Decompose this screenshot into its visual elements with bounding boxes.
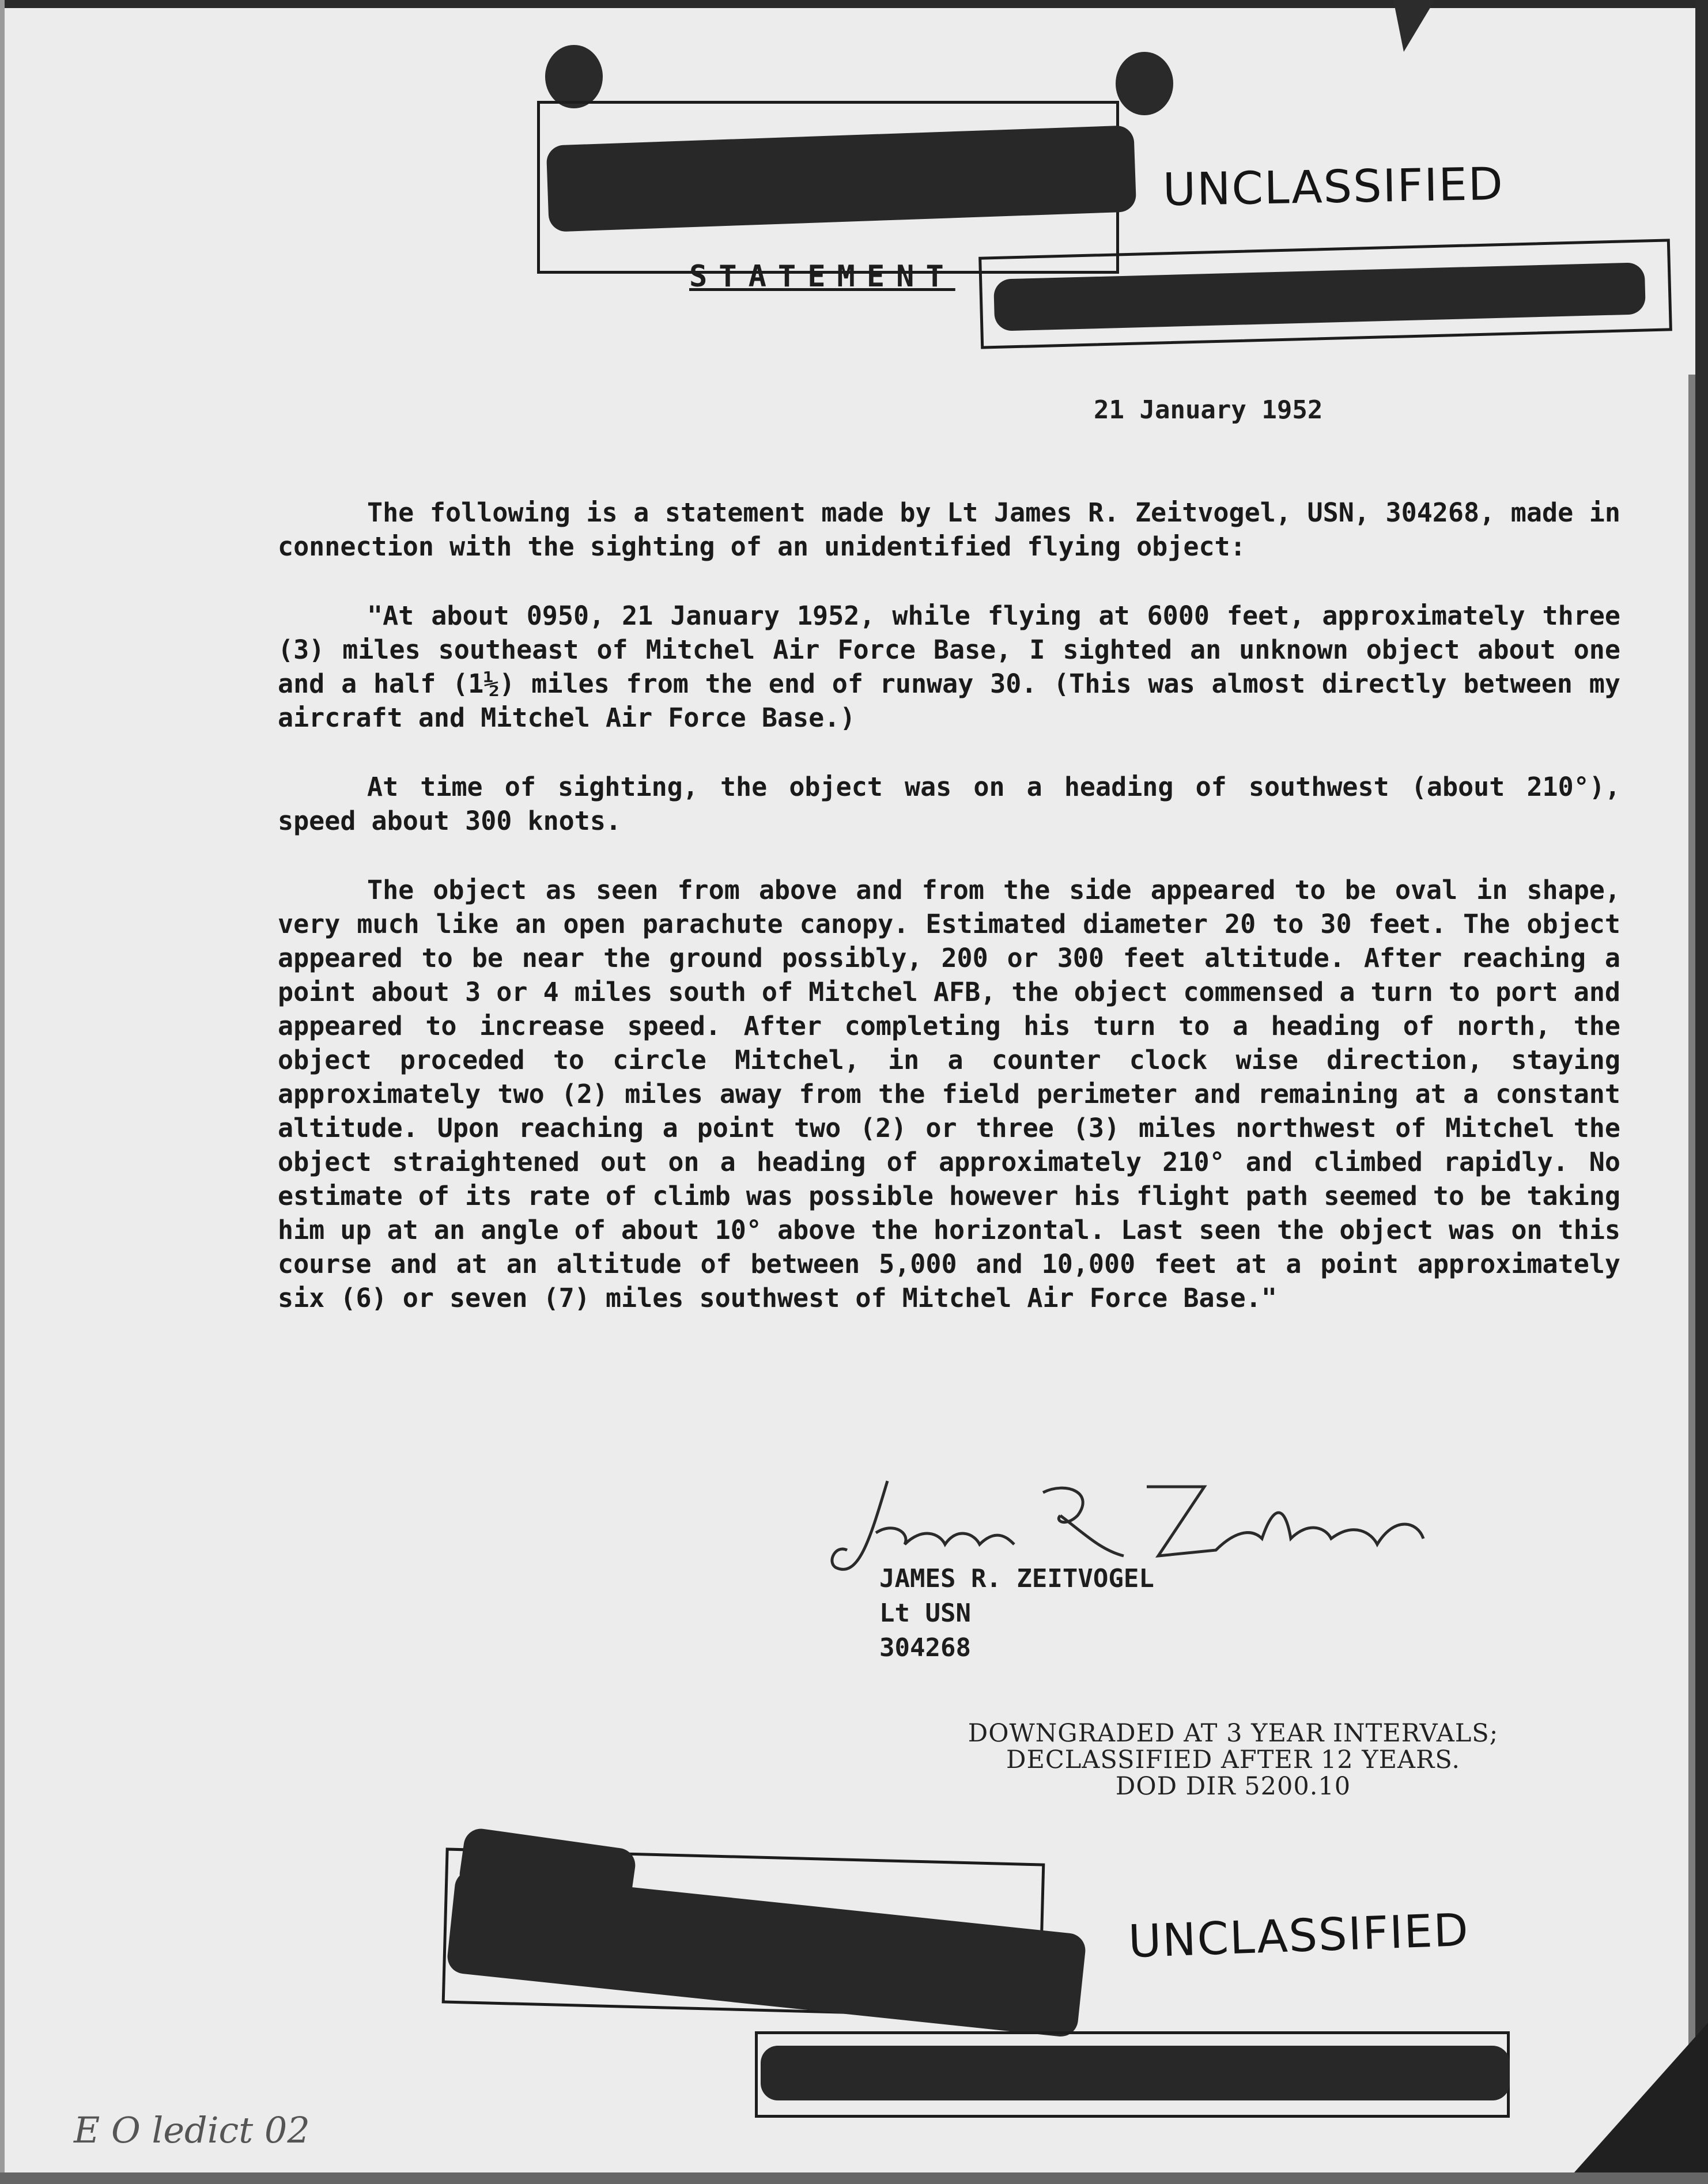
paragraph-heading: At time of sighting, the object was on a heading of southwest (about 210°), speed about 300 knots. [278,772,1620,836]
punch-hole-right [1116,52,1173,115]
classification-stamp-bottom: UNCLASSIFIED [1127,1904,1471,1968]
paragraph-sighting: "At about 0950, 21 January 1952, while flying at 6000 feet, approximately three (3) miles southeast of Mitchel Air Force Base, I sighted an unknown object about one and a half (1½) miles from the end of runway 30. (This was almost directly between my aircraft and Mitchel Air Force Base.) [278,600,1620,733]
scan-edge-left [0,0,5,2184]
punch-hole-left [545,45,603,108]
paragraph-intro: The following is a statement made by Lt James R. Zeitvogel, USN, 304268, made in connection with the sighting of an unidentified flying object: [278,497,1620,562]
downgrade-line-3: DOD DIR 5200.10 [1115,1772,1351,1801]
signer-service-number: 304268 [879,1633,971,1662]
scan-edge-top [0,0,1708,8]
signer-rank: Lt USN [879,1599,971,1628]
downgrade-line-2: DECLASSIFIED AFTER 12 YEARS. [1006,1745,1461,1774]
scan-edge-shadow [1688,375,1695,2184]
folded-corner-bottom [1564,2023,1708,2184]
downgrade-line-1: DOWNGRADED AT 3 YEAR INTERVALS; [968,1719,1499,1748]
redaction-bar-footer [761,2046,1510,2100]
handwritten-note: E O ledict 02 [74,2109,310,2151]
scan-edge-right [1695,0,1708,2184]
scan-edge-bottom [0,2172,1708,2184]
document-date: 21 January 1952 [1094,395,1323,425]
statement-body [278,496,1620,1350]
classification-stamp-top: UNCLASSIFIED [1162,158,1505,217]
document-title: STATEMENT [689,259,955,294]
paragraph-description: The object as seen from above and from the side appeared to be oval in shape, very much like an open parachute canopy. Estimated diameter 20 to 30 feet. The object appeared to be near the ground possibly, 200 or 300 feet altitude. After reaching a point about 3 or 4 miles south of Mitchel AFB, the object commensed a turn to port and appeared to increase speed. After completing his turn to a heading of north, the object proceded to circle Mitchel, in a counter clock wise direction, staying approximately two (2) miles away from the field perimeter and remaining at a constant altitude. Upon reaching a point two (2) or three (3) miles northwest of Mitchel the object straightened out on a heading of approximately 210° and climbed rapidly. No estimate of its rate of climb was possible however his flight path seemed to be taking him up at an angle of about 10° above the horizontal. Last seen the object was on this course and at an altitude of between 5,000 and 10,000 feet at a point approximately six (6) or seven (7) miles southwest of Mitchel Air Force Base." [278,875,1620,1313]
signer-name: JAMES R. ZEITVOGEL [879,1564,1154,1593]
downgrade-notice [899,1720,1567,1800]
signature-block [879,1562,1154,1665]
